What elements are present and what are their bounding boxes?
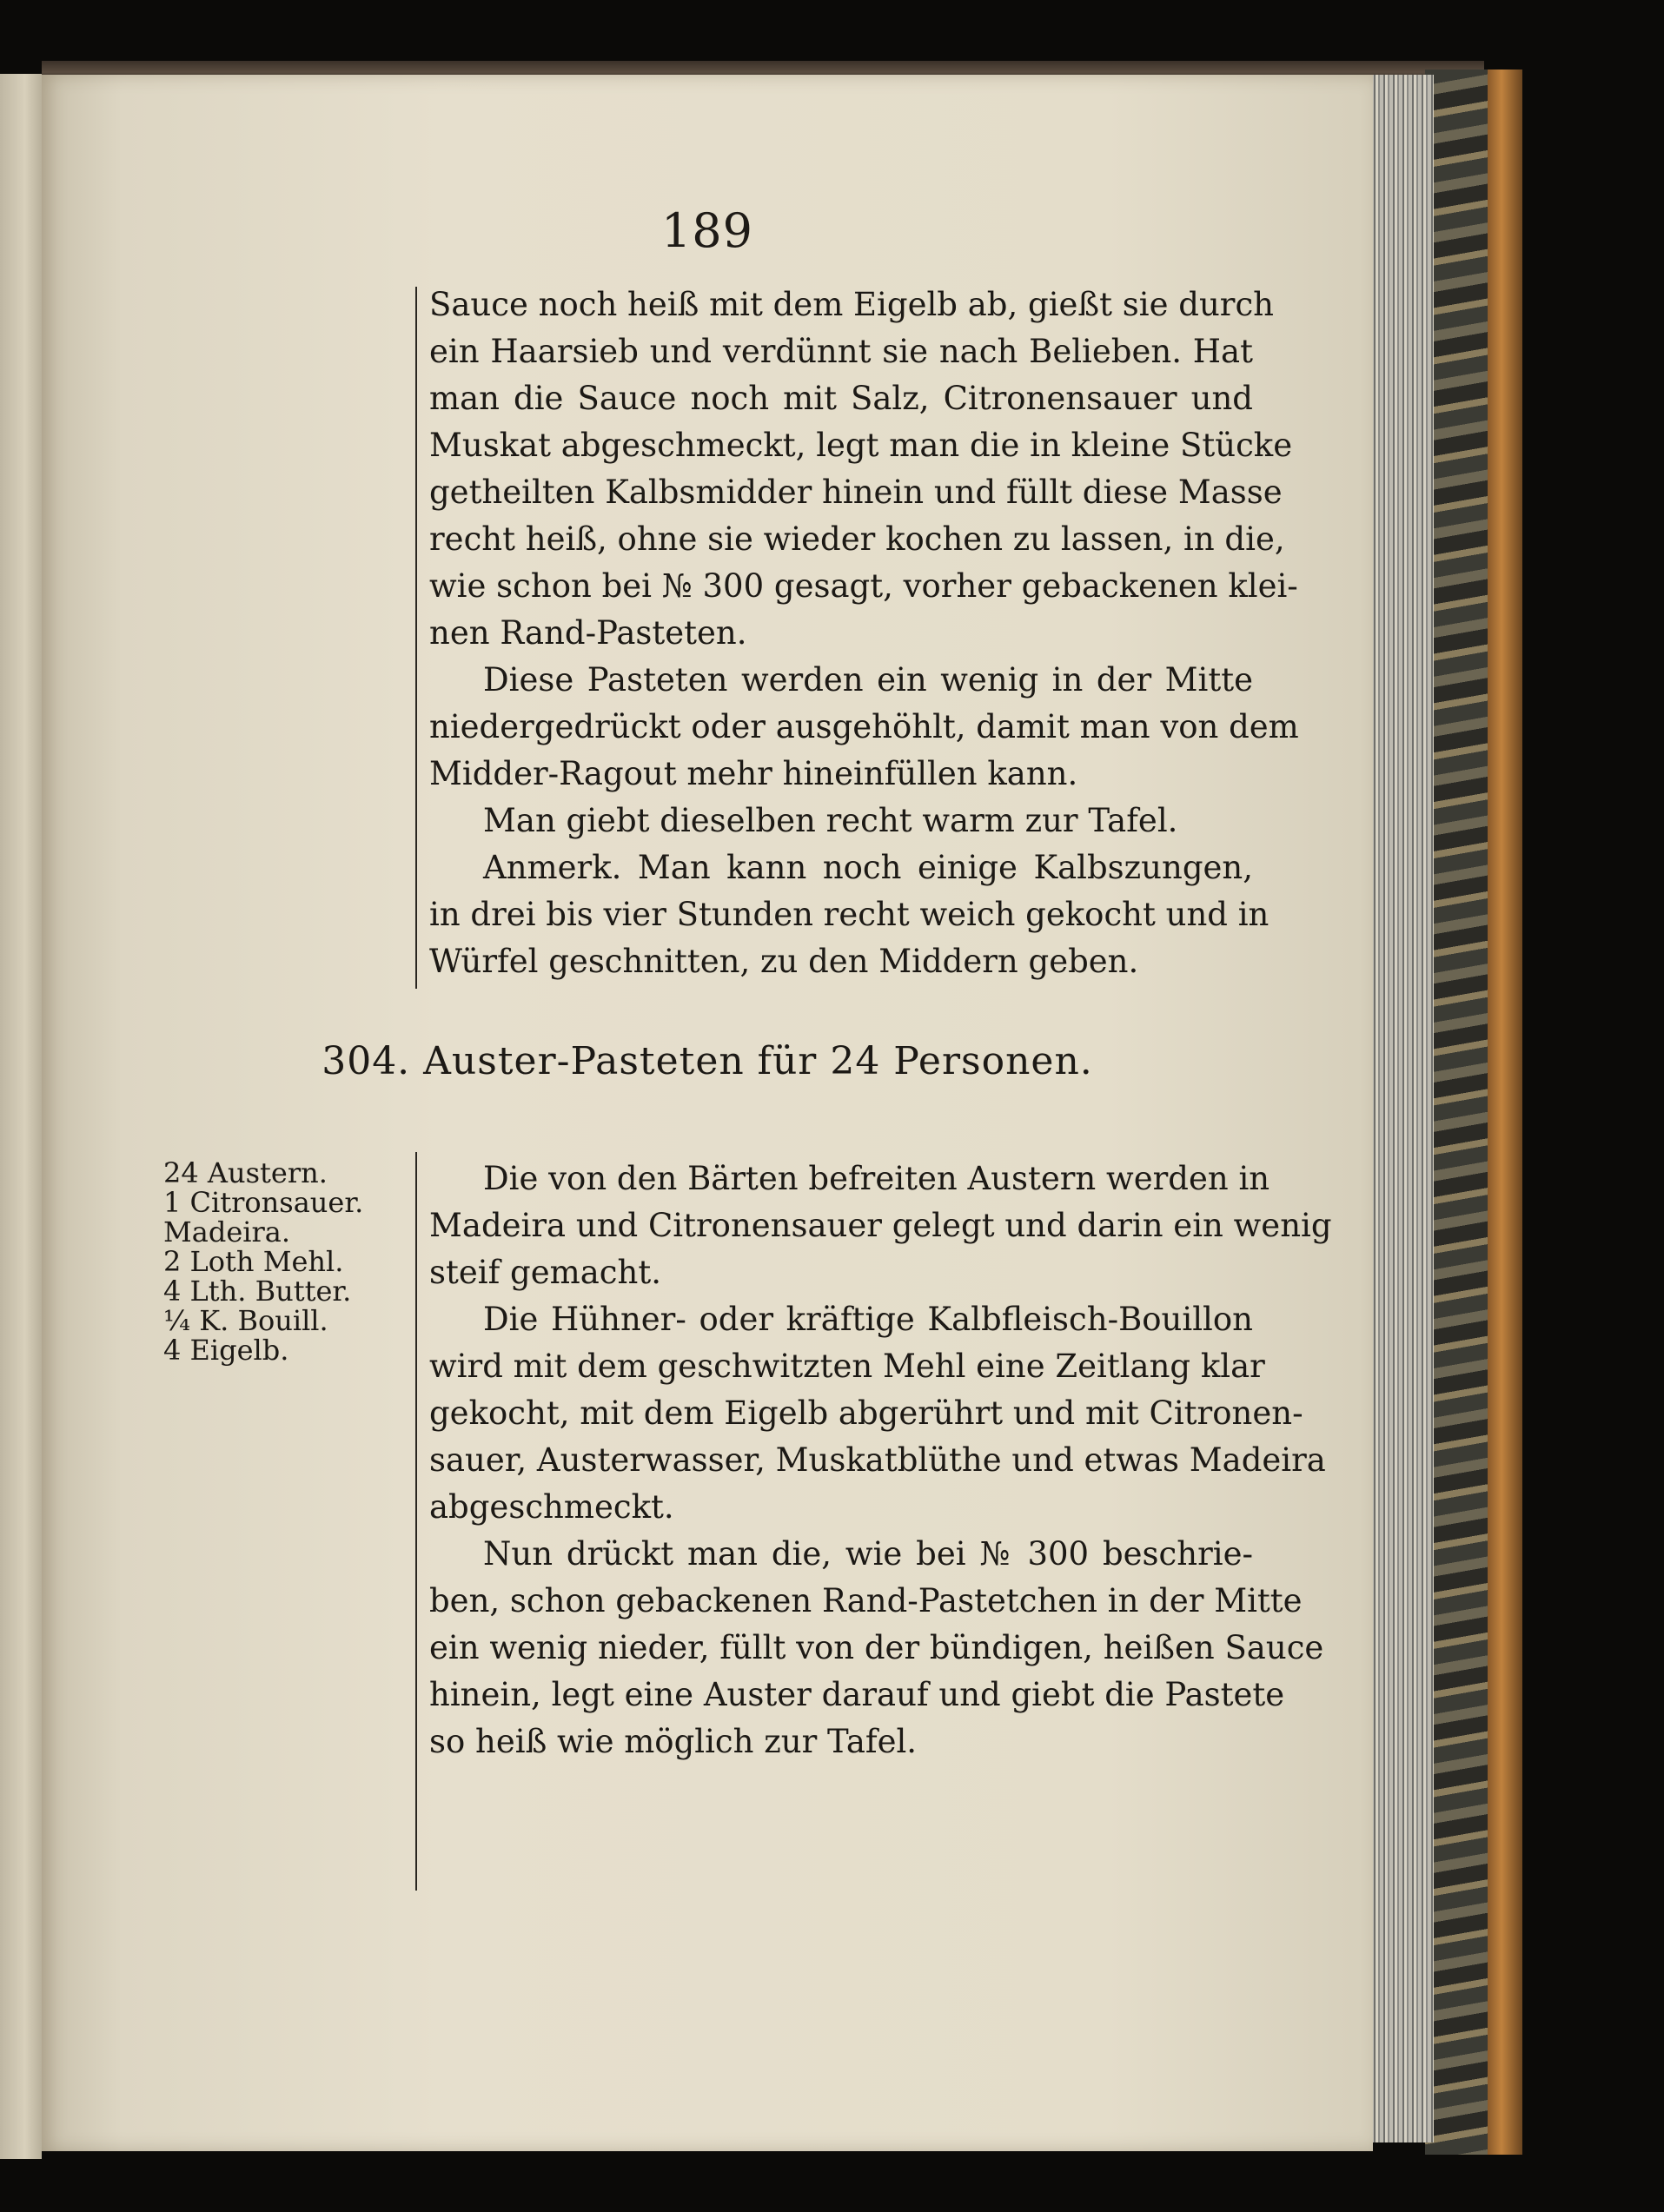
text-line: nen Rand-Pasteten.: [429, 614, 747, 652]
text-line: man die Sauce noch mit Salz, Citronensauer und: [429, 380, 1253, 417]
book-cover-edge: [1425, 70, 1522, 2155]
page-number: 189: [660, 203, 754, 258]
text-line: ein wenig nieder, füllt von der bündigen, heißen Sauce: [429, 1629, 1324, 1666]
ingredient-item: 4 Lth. Butter.: [163, 1275, 352, 1308]
text-line: gekocht, mit dem Eigelb abgerührt und mit Citronen-: [429, 1394, 1303, 1432]
text-line: Man giebt dieselben recht warm zur Tafel.: [483, 802, 1178, 839]
text-line: wird mit dem geschwitzten Mehl eine Zeitlang klar: [429, 1348, 1265, 1385]
text-line: Madeira und Citronensauer gelegt und darin ein wenig: [429, 1207, 1332, 1244]
continued-text: [429, 281, 1299, 985]
text-line: Anmerk. Man kann noch einige Kalbszungen,: [483, 849, 1253, 886]
ingredient-item: ¼ K. Bouill.: [163, 1304, 328, 1337]
text-line: in drei bis vier Stunden recht weich gekocht und in: [429, 896, 1270, 933]
recipe-text: [429, 1156, 1332, 1765]
text-line: Muskat abgeschmeckt, legt man die in kleine Stücke: [429, 427, 1293, 464]
ingredient-list: [163, 1158, 415, 1365]
text-line: niedergedrückt oder ausgehöhlt, damit man von dem: [429, 708, 1299, 745]
left-page-edge: [0, 74, 42, 2159]
book-page: [42, 75, 1373, 2151]
text-line: wie schon bei № 300 gesagt, vorher gebackenen klei-: [429, 567, 1298, 605]
text-line: so heiß wie möglich zur Tafel.: [429, 1723, 918, 1760]
ingredient-item: Madeira.: [163, 1215, 291, 1248]
text-line: getheilten Kalbsmidder hinein und füllt diese Masse: [429, 474, 1283, 511]
ingredient-item: 1 Citronsauer.: [163, 1186, 364, 1219]
ingredient-item: 24 Austern.: [163, 1156, 328, 1189]
recipe-section: [42, 1152, 1373, 2125]
text-line: Sauce noch heiß mit dem Eigelb ab, gießt sie durch: [429, 286, 1275, 323]
text-line: ein Haarsieb und verdünnt sie nach Belieben. Hat: [429, 333, 1253, 370]
text-line: Die von den Bärten befreiten Austern werden in: [483, 1160, 1270, 1197]
text-line: Diese Pasteten werden ein wenig in der Mitte: [483, 661, 1253, 699]
recipe-heading: 304. Auster-Pasteten für 24 Personen.: [322, 1039, 1093, 1083]
column-rule: [415, 1152, 417, 1891]
continued-section: [42, 281, 1373, 1046]
text-line: steif gemacht.: [429, 1254, 661, 1291]
ingredient-item: 2 Loth Mehl.: [163, 1245, 344, 1278]
text-line: Midder-Ragout mehr hineinfüllen kann.: [429, 755, 1078, 792]
text-line: Nun drückt man die, wie bei № 300 beschrie-: [483, 1535, 1253, 1573]
text-line: hinein, legt eine Auster darauf und giebt die Pastete: [429, 1676, 1285, 1713]
text-line: Würfel geschnitten, zu den Middern geben.: [429, 943, 1139, 980]
text-line: ben, schon gebackenen Rand-Pastetchen in der Mitte: [429, 1582, 1303, 1619]
text-line: recht heiß, ohne sie wieder kochen zu lassen, in die,: [429, 520, 1285, 558]
text-line: Die Hühner- oder kräftige Kalbfleisch-Bouillon: [483, 1301, 1253, 1338]
ingredient-item: 4 Eigelb.: [163, 1334, 289, 1367]
text-line: sauer, Austerwasser, Muskatblüthe und etwas Madeira: [429, 1441, 1326, 1479]
page-block-edges: [1366, 75, 1434, 2142]
text-line: abgeschmeckt.: [429, 1488, 674, 1526]
column-rule: [415, 287, 417, 989]
